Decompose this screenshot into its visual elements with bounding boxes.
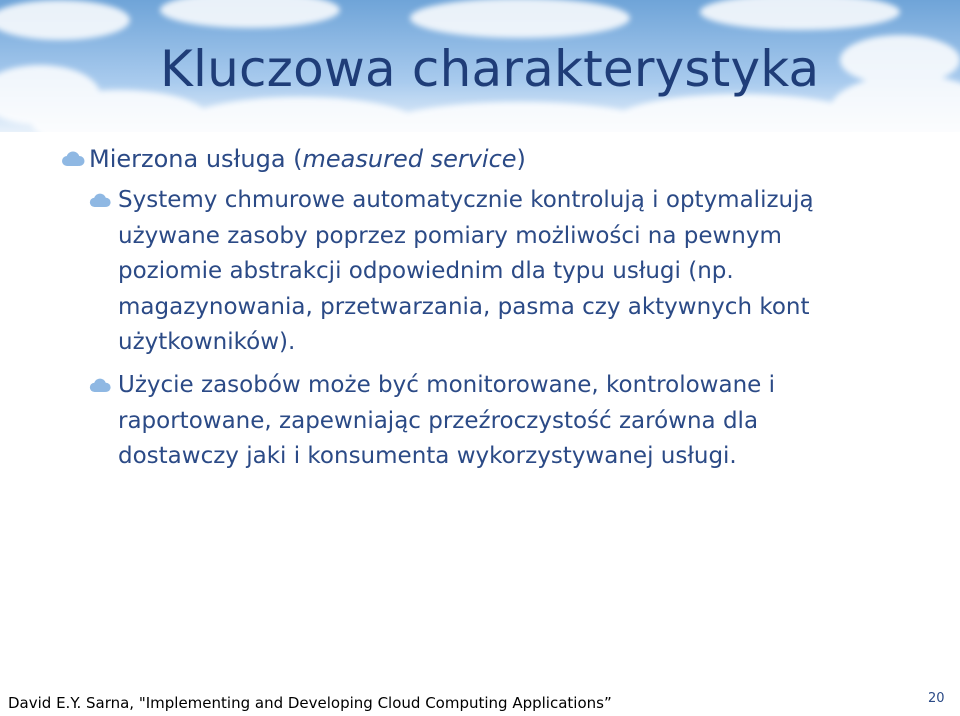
heading-italic: measured service	[302, 145, 517, 173]
bullet-item-1	[88, 183, 878, 361]
bullet-text	[118, 368, 775, 475]
cloud-icon	[88, 193, 112, 208]
page-number: 20	[928, 691, 945, 706]
heading-prefix: Mierzona usługa (	[89, 145, 303, 173]
bullet-level1	[60, 144, 526, 174]
heading-suffix: )	[516, 145, 526, 173]
text-line: dostawczy jaki i konsumenta wykorzystywanej usługi.	[118, 443, 737, 469]
footer-citation: David E.Y. Sarna, "Implementing and Developing Cloud Computing Applications”	[8, 694, 612, 712]
bullet-text	[118, 183, 814, 361]
text-line: magazynowania, przetwarzania, pasma czy aktywnych kont	[118, 293, 810, 320]
text-line: użytkowników).	[118, 329, 296, 355]
text-line: Użycie zasobów może być monitorowane, kontrolowane i	[118, 372, 776, 398]
text-line: używane zasoby poprzez pomiary możliwości na pewnym	[118, 222, 782, 249]
heading-text	[89, 144, 526, 174]
cloud-icon	[88, 378, 112, 393]
text-line: raportowane, zapewniając przeźroczystość zarówna dla	[118, 407, 759, 434]
bullet-item-2	[88, 368, 878, 475]
text-line: poziomie abstrakcji odpowiednim dla typu usługi (np.	[118, 258, 734, 284]
slide-title: Kluczowa charakterystyka	[160, 40, 820, 98]
text-line: Systemy chmurowe automatycznie kontrolują i optymalizują	[118, 187, 814, 213]
cloud-icon	[60, 151, 86, 167]
